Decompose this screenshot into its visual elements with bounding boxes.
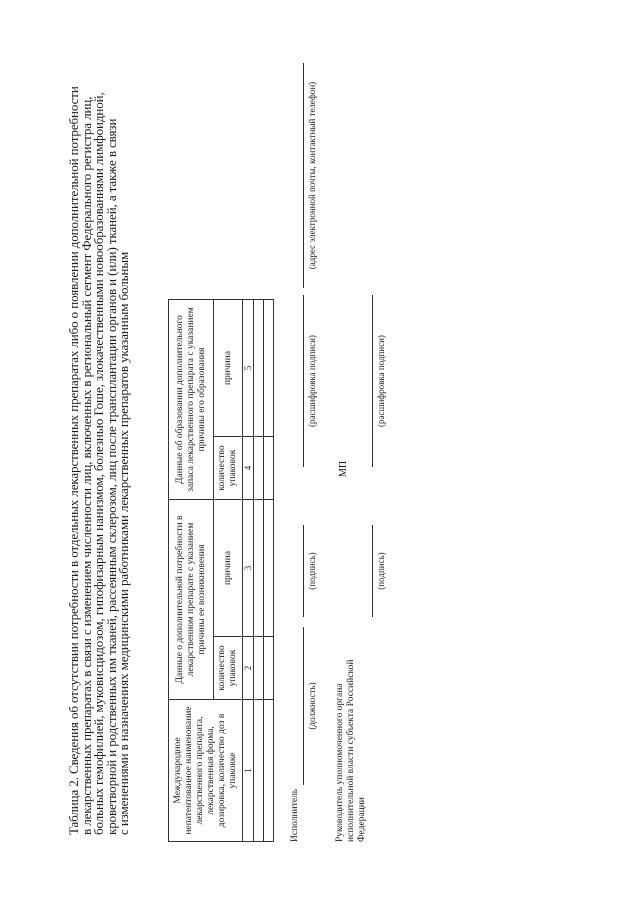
contact-line xyxy=(303,63,304,288)
caption-line: в лекарственных препаратах в связи с изменением численности лиц, включенных в региональный сегмент Федерального регистра лиц, xyxy=(78,96,94,835)
position-line xyxy=(303,627,304,785)
caption-line: с изменениями в назначениях медицинскими работниками лекарственных препаратов указанным больным xyxy=(116,251,131,835)
col-header-qty-1: количество упаковок xyxy=(214,637,243,700)
executor-label: Исполнитель xyxy=(290,788,300,842)
table-spacer xyxy=(264,68,274,300)
table-cell xyxy=(254,437,264,500)
col-number: 5 xyxy=(243,300,254,437)
head-name-line xyxy=(372,295,373,467)
table-cell xyxy=(254,637,264,700)
signature-caption: (подпись) xyxy=(307,552,317,590)
col-number: 1 xyxy=(243,700,254,842)
col-header-reason-2: причина xyxy=(214,300,243,437)
table-spacer xyxy=(169,68,264,300)
table-cell xyxy=(264,500,274,637)
data-table xyxy=(168,68,274,842)
col-group-header-extra-need: Данные о дополнительной потребности в лекарственном препарате с указанием причины ее возникновения xyxy=(169,500,214,700)
head-signature-caption: (подпись) xyxy=(376,552,386,590)
caption-line: Таблица 2. Сведения об отсутствии потребности в отдельных лекарственных препаратах либо о появлении дополнительной потребности xyxy=(66,86,81,835)
signature-line xyxy=(303,525,304,617)
caption-line: кроветворной и родственных им тканей, рассеянным склерозом, лиц после трансплантации органов и (или) тканей, а также в связи xyxy=(103,118,119,835)
position-caption: (должность) xyxy=(307,682,317,730)
col-header-qty-2: количество упаковок xyxy=(214,437,243,500)
table-cell xyxy=(264,300,274,437)
col-header-reason-1: причина xyxy=(214,500,243,637)
stamp-mark: МП xyxy=(338,460,349,477)
table-cell xyxy=(264,437,274,500)
col-header-drug-name: Международное непатентованное наименование лекарственного препарата, лекарственная форма, дозировка, количество доз в упаковке xyxy=(169,700,243,842)
table-cell xyxy=(264,637,274,700)
head-name-caption: (расшифровка подписи) xyxy=(376,335,386,427)
table-cell xyxy=(254,700,264,842)
col-number: 4 xyxy=(243,437,254,500)
table-caption xyxy=(68,75,131,835)
caption-line: больных гемофилией, муковисцидозом, гипофизарным нанизмом, болезнью Гоше, злокачественными новообразованиями лимфоидной, xyxy=(91,92,106,835)
col-number: 3 xyxy=(243,500,254,637)
head-label: Руководитель уполномоченного органа исполнительной власти субъекта Российской Федерации xyxy=(335,659,367,842)
head-signature-line xyxy=(372,525,373,617)
table-cell xyxy=(254,300,264,437)
col-number: 2 xyxy=(243,637,254,700)
table-cell xyxy=(264,700,274,842)
table-cell xyxy=(254,500,264,637)
name-line xyxy=(303,295,304,467)
name-caption: (расшифровка подписи) xyxy=(307,335,317,427)
col-group-header-extra-stock: Данные об образовании дополнительного запаса лекарственного препарата с указанием причины его образования xyxy=(169,300,214,500)
contact-caption: (адрес электронной почты, контактный телефон) xyxy=(307,81,317,270)
